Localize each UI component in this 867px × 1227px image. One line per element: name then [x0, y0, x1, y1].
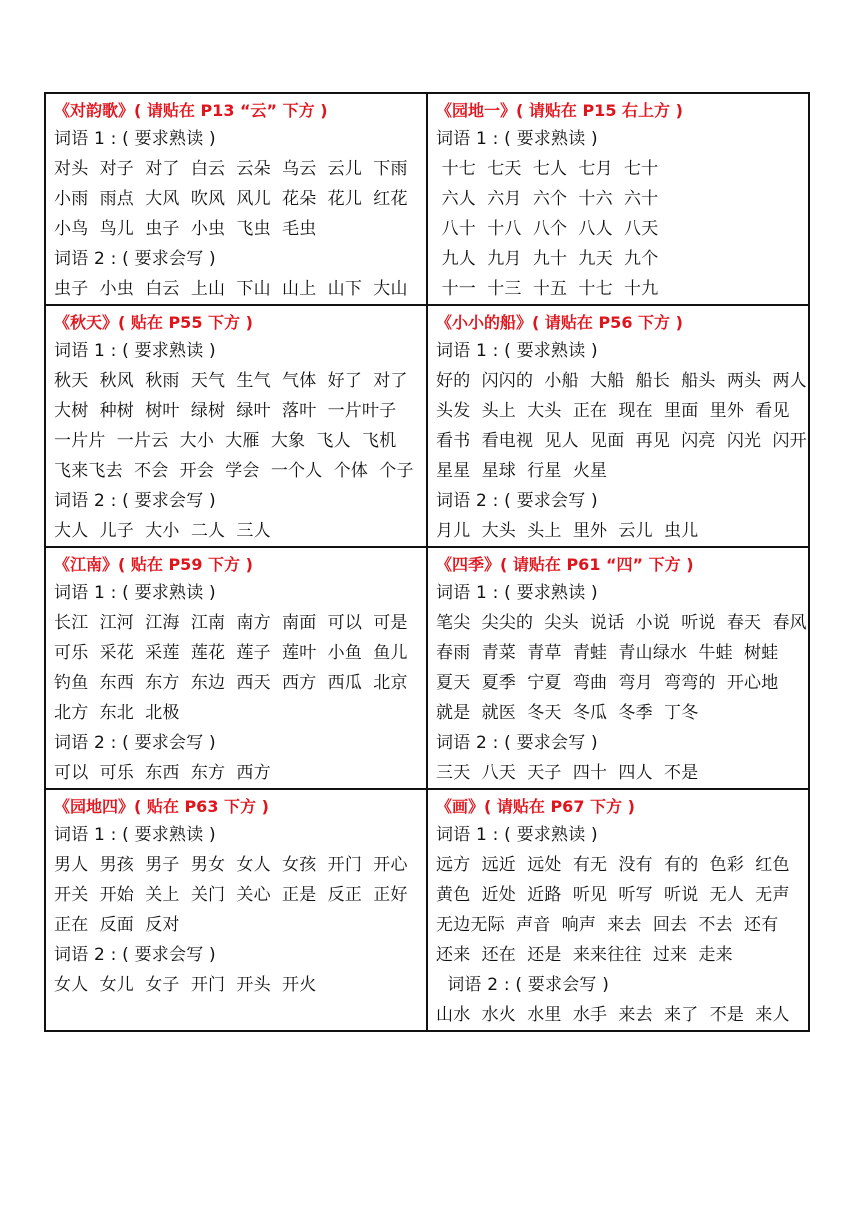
section-line: 北方 东北 北极 — [54, 703, 180, 723]
section-line: 黄色 近处 近路 听见 听写 听说 无人 无声 — [436, 885, 790, 905]
section-line: 远方 远近 远处 有无 没有 有的 色彩 红色 — [436, 855, 790, 875]
section-line: 大树 种树 树叶 绿树 绿叶 落叶 一片叶子 — [54, 401, 397, 421]
section-line: 十七 七天 七人 七月 七十 — [436, 159, 659, 179]
section-line: 词语 2 : ( 要求会写 ) — [54, 491, 216, 511]
section-line: 看书 看电视 见人 见面 再见 闪亮 闪光 闪开 — [436, 431, 807, 451]
section-title: 《四季》( 请贴在 P61 “四” 下方 ) — [436, 555, 694, 574]
section-line: 词语 1 : ( 要求熟读 ) — [54, 825, 216, 845]
section-line: 词语 2 : ( 要求会写 ) — [54, 733, 216, 753]
section-line: 词语 1 : ( 要求熟读 ) — [54, 583, 216, 603]
section-line: 三天 八天 天子 四十 四人 不是 — [436, 763, 699, 783]
section-line: 星星 星球 行星 火星 — [436, 461, 608, 481]
section-line: 就是 就医 冬天 冬瓜 冬季 丁冬 — [436, 703, 699, 723]
section-line: 小鸟 鸟儿 虫子 小虫 飞虫 毛虫 — [54, 219, 317, 239]
section-line: 可乐 采花 采莲 莲花 莲子 莲叶 小鱼 鱼儿 — [54, 643, 408, 663]
section-yuandi-yi — [428, 94, 810, 304]
section-title: 《秋天》( 贴在 P55 下方 ) — [54, 313, 253, 332]
section-title: 《小小的船》( 请贴在 P56 下方 ) — [436, 313, 683, 332]
section-line: 词语 1 : ( 要求熟读 ) — [436, 129, 598, 149]
section-jiangnan — [46, 548, 426, 788]
section-title: 《江南》( 贴在 P59 下方 ) — [54, 555, 253, 574]
section-line: 头发 头上 大头 正在 现在 里面 里外 看见 — [436, 401, 790, 421]
section-hua — [428, 790, 810, 1030]
section-line: 夏天 夏季 宁夏 弯曲 弯月 弯弯的 开心地 — [436, 673, 779, 693]
section-xiaoxiaodechuan — [428, 306, 810, 546]
section-line: 小雨 雨点 大风 吹风 风儿 花朵 花儿 红花 — [54, 189, 408, 209]
section-line: 词语 1 : ( 要求熟读 ) — [436, 825, 598, 845]
section-line: 对头 对子 对了 白云 云朵 乌云 云儿 下雨 — [54, 159, 408, 179]
section-line: 秋天 秋风 秋雨 天气 生气 气体 好了 对了 — [54, 371, 408, 391]
section-line: 六人 六月 六个 十六 六十 — [436, 189, 659, 209]
section-line: 山水 水火 水里 水手 来去 来了 不是 来人 — [436, 1005, 790, 1025]
section-line: 十一 十三 十五 十七 十九 — [436, 279, 659, 299]
section-line: 词语 1 : ( 要求熟读 ) — [436, 341, 598, 361]
section-siji — [428, 548, 810, 788]
vocabulary-table — [44, 92, 810, 1032]
section-line: 词语 2 : ( 要求会写 ) — [54, 945, 216, 965]
section-line: 词语 2 : ( 要求会写 ) — [436, 733, 598, 753]
section-yuandi-si — [46, 790, 426, 1030]
section-duiyunge — [46, 94, 426, 304]
section-line: 虫子 小虫 白云 上山 下山 山上 山下 大山 — [54, 279, 408, 299]
section-title: 《画》( 请贴在 P67 下方 ) — [436, 797, 635, 816]
section-line: 笔尖 尖尖的 尖头 说话 小说 听说 春天 春风 — [436, 613, 807, 633]
section-line: 可以 可乐 东西 东方 西方 — [54, 763, 271, 783]
section-title: 《园地四》( 贴在 P63 下方 ) — [54, 797, 269, 816]
section-line: 男人 男孩 男子 男女 女人 女孩 开门 开心 — [54, 855, 408, 875]
section-line: 八十 十八 八个 八人 八天 — [436, 219, 659, 239]
section-line: 词语 2 : ( 要求会写 ) — [436, 491, 598, 511]
section-line: 好的 闪闪的 小船 大船 船长 船头 两头 两人 — [436, 371, 807, 391]
section-line: 词语 1 : ( 要求熟读 ) — [436, 583, 598, 603]
section-title: 《对韵歌》( 请贴在 P13 “云” 下方 ) — [54, 101, 328, 120]
section-line: 春雨 青菜 青草 青蛙 青山绿水 牛蛙 树蛙 — [436, 643, 779, 663]
section-line: 词语 2 : ( 要求会写 ) — [436, 975, 610, 995]
section-line: 长江 江河 江海 江南 南方 南面 可以 可是 — [54, 613, 408, 633]
section-line: 词语 1 : ( 要求熟读 ) — [54, 129, 216, 149]
section-title: 《园地一》( 请贴在 P15 右上方 ) — [436, 101, 683, 120]
section-line: 正在 反面 反对 — [54, 915, 180, 935]
section-line: 无边无际 声音 响声 来去 回去 不去 还有 — [436, 915, 779, 935]
section-line: 月儿 大头 头上 里外 云儿 虫儿 — [436, 521, 699, 541]
section-line: 词语 1 : ( 要求熟读 ) — [54, 341, 216, 361]
section-line: 还来 还在 还是 来来往往 过来 走来 — [436, 945, 733, 965]
section-line: 开关 开始 关上 关门 关心 正是 反正 正好 — [54, 885, 408, 905]
section-line: 女人 女儿 女子 开门 开头 开火 — [54, 975, 317, 995]
section-line: 一片片 一片云 大小 大雁 大象 飞人 飞机 — [54, 431, 397, 451]
section-qiutian — [46, 306, 426, 546]
section-line: 词语 2 : ( 要求会写 ) — [54, 249, 216, 269]
section-line: 大人 儿子 大小 二人 三人 — [54, 521, 271, 541]
section-line: 飞来飞去 不会 开会 学会 一个人 个体 个子 — [54, 461, 414, 481]
section-line: 九人 九月 九十 九天 九个 — [436, 249, 659, 269]
section-line: 钓鱼 东西 东方 东边 西天 西方 西瓜 北京 — [54, 673, 408, 693]
